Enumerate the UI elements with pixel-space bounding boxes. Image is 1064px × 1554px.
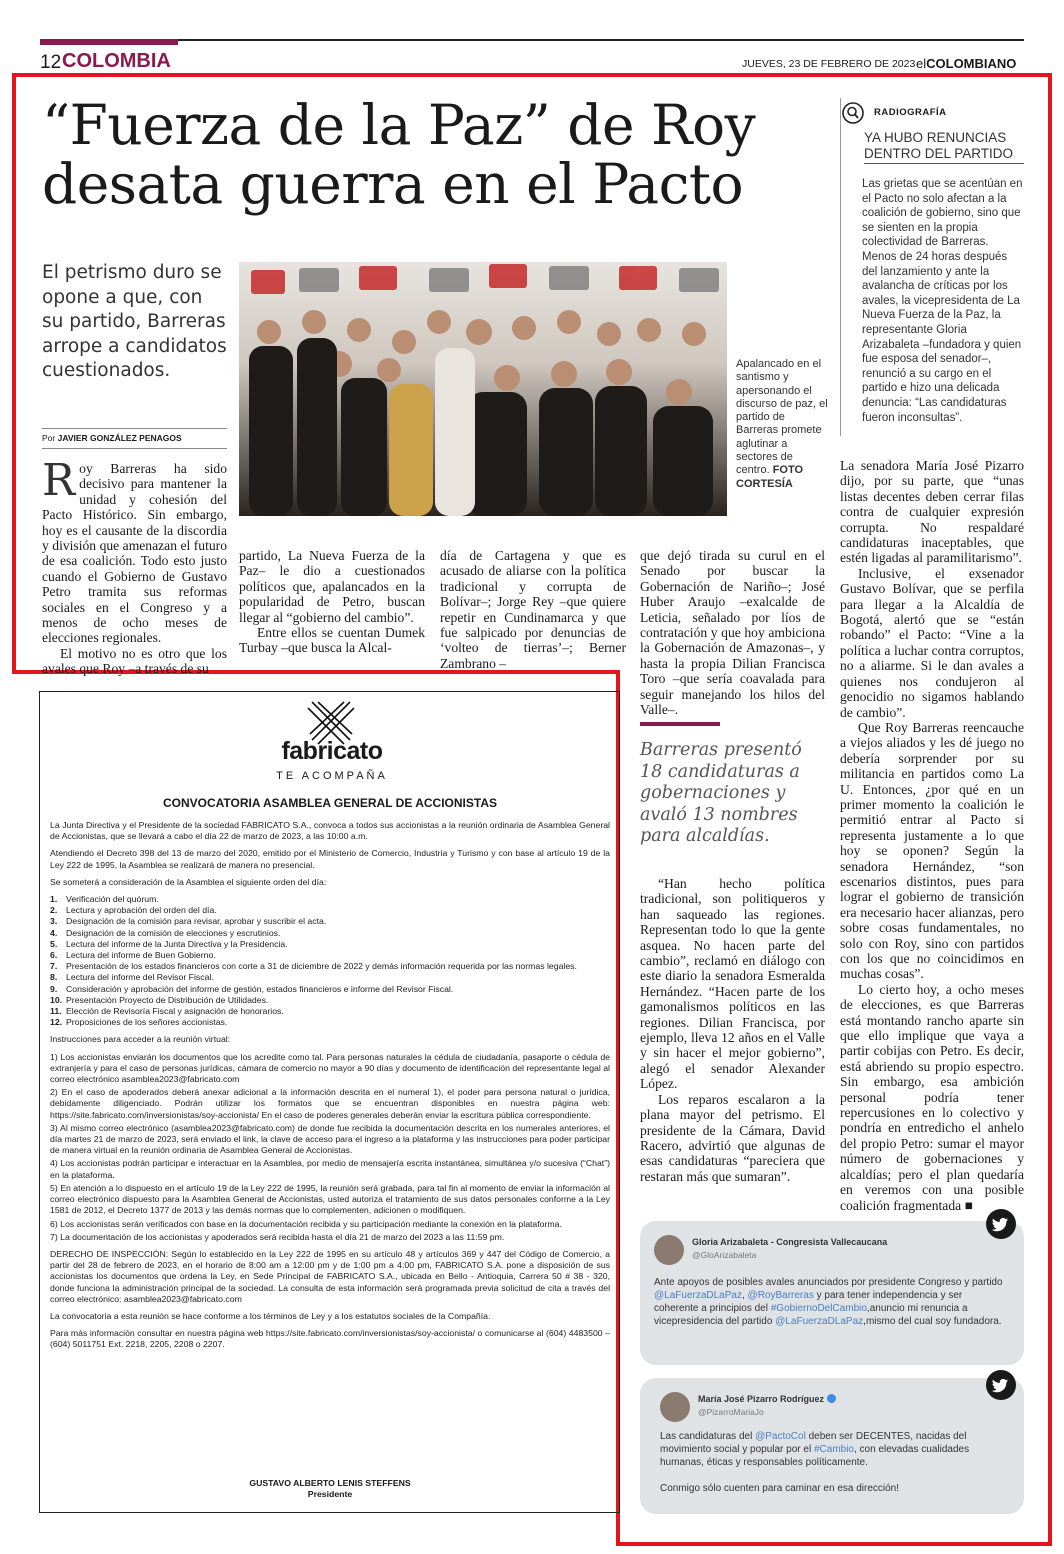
agenda-item-number: 11.	[50, 1006, 62, 1017]
headline-line-2: desata guerra en el Pacto	[42, 152, 744, 216]
instruction-item: 1) Los accionistas enviarán los documentos que los acredite como tal. Para personas naturales la cédula de ciudadanía, pasaporte o cédula de extranjería y para el caso de personas jurídicas, cámara de comercio no mayor a 90 días y documento de identificación del representante legal al correo electrónico asamblea2023@fabricato.com	[50, 1051, 610, 1085]
ad-instructions	[50, 1052, 610, 1243]
byline-prefix: Por	[42, 433, 56, 443]
agenda-item-text: Proposiciones de los señores accionistas.	[66, 1017, 228, 1028]
pull-quote: Barreras presentó 18 candidaturas a gobernaciones y avaló 13 nombres para alcaldías.	[640, 740, 802, 846]
signer-title: Presidente	[307, 1489, 353, 1499]
tweet-author	[698, 1394, 836, 1404]
twitter-bird-glyph	[986, 1370, 1016, 1400]
article-paragraph: Que Roy Barreras reencauche a viejos aliados y les dé juego no debería sorprender por su militancia en partidos como La U. Entonces, ¿por qué en un primer momento la coalición le permitió entrar al Pacto si representa justamente a lo que hoy se oponen? Según la senadora Hernández, “son escenarios distintos, pues para lograr el gobierno de transición era necesario hacer alianzas, pero sobre cosas fundamentales, no solo con Roy, sino con partidos con los que no coincidimos en muchas cosas”.	[840, 719, 1024, 982]
ad-inspection: DERECHO DE INSPECCIÓN: Según lo establecido en la Ley 222 de 1995 en su artículo 48 y artículos 369 y 447 del Código de Comercio, a partir del 28 de febrero de 2023, en el horario de 8:00 am a 12:00 pm y de 1:00 pm a 4:00 pm, FABRICATO S.A. pone a disposición de sus accionistas los documentos que ordena la Ley, en Sede Principal de FABRICATO S.A., ubicada en Bello - Antioquia, Carrera 50 # 38 - 320, donde funciona la administración principal de la sociedad. La consulta de esta información será programada previa solicitud de cita a través del correo electrónico: asamblea2023@fabricato.com	[50, 1248, 610, 1304]
agenda-item-text: Lectura y aprobación del orden del día.	[66, 905, 217, 916]
sidebar-rule	[840, 98, 841, 436]
byline-rule-bottom	[42, 448, 227, 449]
agenda-item-number: 7.	[50, 961, 58, 972]
ad-brand: fabricato	[281, 737, 383, 765]
masthead-logo	[916, 56, 1016, 71]
photo-credit: FOTO CORTESÍA	[736, 464, 804, 490]
instruction-item: 6) Los accionistas serán verificados con base en la documentación recibida y su participación mediante la conexión en la plataforma.	[50, 1218, 562, 1229]
agenda-item	[50, 928, 610, 939]
ad-signature	[50, 1478, 610, 1500]
paragraph-text: Lo cierto hoy, a ocho meses de elecciones, es que Barreras está montando rancho aparte sin que ello implique que vaya a partir cobijas con Petro. Es decir, está abriendo su propio espectro. Sin embargo, esa ambición personal podría tener repercusiones en lo colectivo y pondría en entredicho el anhelo del propio Petro: sumar el mayor número de gobernaciones y alcaldías; pero el plan quedaría en veremos con una posible coalición fragmentada	[840, 981, 1024, 1213]
headline	[42, 93, 822, 216]
article-photo	[239, 262, 727, 516]
ad-agenda-list	[50, 894, 610, 1028]
article-paragraph	[42, 455, 227, 646]
signer-name: GUSTAVO ALBERTO LENIS STEFFENS	[249, 1478, 411, 1488]
article-column-5	[840, 458, 1024, 1213]
article-paragraph: día de Cartagena y que es acusado de aliarse con la política tradicional y corrupta de Bolívar–; Jorge Rey –que quiere repetir en Cundinamarca y que fue salpicado por denuncias de ‘volteo de tierras’–; Berner Zambrano –	[440, 548, 626, 671]
article-paragraph: que dejó tirada su curul en el Senado por buscar la Gobernación de Nariño–; José Huber Araujo –exalcalde de Leticia, señalado por líos de contratación y que hoy ambiciona la Gobernación de Amazonas–, y hasta la propia Dilian Francisca Toro –que sería coavalada para seguir manejando los hilos del Valle–.	[640, 548, 825, 718]
section-name: COLOMBIA	[62, 50, 171, 72]
article-paragraph: Los reparos escalaron a la plana mayor del petrismo. El presidente de la Cámara, David Racero, advirtió que algunas de esas candidaturas “pareciera que restaran más que sumaran”.	[640, 1091, 825, 1184]
article-paragraph: Inclusive, el exsenador Gustavo Bolívar, que se perfila para llegar a la Alcaldía de Bogotá, alertó que se “están robando” el Pacto: “Vine a la política a luchar contra corruptos, no a aliarme. Si le dan avales a quienes nos condujeron al genocidio no sigamos hablando de cambio”.	[840, 565, 1024, 720]
article-paragraph	[840, 982, 1024, 1213]
verified-badge-icon	[827, 1394, 836, 1403]
avatar	[660, 1392, 690, 1422]
tweet-handle: @GloArizabaleta	[692, 1250, 757, 1260]
ad-body	[50, 820, 610, 1357]
agenda-item-number: 3.	[50, 916, 58, 927]
tweet-text: Las candidaturas del @PactoCol deben ser DECENTES, nacidas del movimiento social y popular por el #Cambio, con elevadas cualidades humanas, éticas y responsables políticamente.	[660, 1431, 970, 1468]
tweet-handle: @PizarroMariaJo	[698, 1407, 764, 1417]
article-column-3	[440, 548, 626, 671]
sidebar-body: Las grietas que se acentúan en el Pacto no solo afectan a la coalición de gobierno, sino que se sienten en la propia colectividad de Barreras. Menos de 24 horas después del lanzamiento y ante la avalancha de críticas por los avales, la vicepresidenta de La Nueva Fuerza de la Paz, la representante Gloria Arizabaleta –fundadora y quien fue esposa del senador–, renunció a su cargo en el partido e hizo una delicada denuncia: “Las candidaturas fueron inconsultas”.	[862, 178, 1023, 424]
agenda-item	[50, 939, 610, 950]
ad-instructions-intro: Instrucciones para acceder a la reunión virtual:	[50, 1034, 231, 1045]
agenda-item-number: 5.	[50, 938, 58, 949]
section-accent-bar	[40, 39, 178, 45]
article-paragraph: La senadora María José Pizarro dijo, por su parte, que “unas listas decentes deben cerrar filas contra de cualquier expresión corrupta. No respaldaré candidaturas inaceptables, que estén ligadas al paramilitarismo”.	[840, 458, 1024, 566]
agenda-item-number: 10.	[50, 994, 63, 1005]
agenda-item-text: Designación de la comisión de elecciones y escrutinios.	[66, 927, 281, 938]
agenda-item-text: Presentación Proyecto de Distribución de Utilidades.	[66, 994, 269, 1005]
article-paragraph: partido, La Nueva Fuerza de la Paz– le dio a cuestionados políticos que, apalancados en la popularidad de Petro, buscan llegar al “gobierno del cambio”.	[239, 548, 425, 625]
agenda-item	[50, 905, 610, 916]
agenda-item	[50, 1006, 610, 1017]
twitter-icon	[986, 1209, 1016, 1239]
magnifier-icon	[842, 102, 864, 124]
agenda-item-text: Verificación del quórum.	[66, 894, 159, 905]
agenda-item	[50, 950, 610, 961]
masthead-prefix: el	[916, 56, 927, 71]
article-column-2	[239, 548, 425, 660]
article-paragraph: “Han hecho política tradicional, son politiqueros y han saqueado las regiones. Representan todo lo que la gente asquea. No hacen parte del cambio”, reclamó en diálogo con este diario la senadora Esmeralda Hernández. “Hacen parte de los gamonalismos políticos en las regiones. Dilian Francisca, por ejemplo, lleva 12 años en el Valle y sin hacer el mejor gobierno”, alegó el senador Alexander López.	[640, 876, 825, 1092]
sidebar-label: RADIOGRAFÍA	[874, 107, 947, 118]
article-column-1	[42, 455, 227, 677]
article-paragraph: El motivo no es otro que los avales que Roy –a través de su	[42, 645, 227, 677]
agenda-item-text: Presentación de los estados financieros con corte a 31 de diciembre de 2022 y demás información requerida por las normas legales.	[66, 961, 577, 972]
tweet-text-2: Conmigo sólo cuenten para caminar en esa dirección!	[660, 1483, 900, 1494]
photo-caption	[736, 358, 828, 491]
byline	[42, 433, 182, 443]
drop-cap: R	[42, 455, 76, 506]
ad-decree: Atendiendo el Decreto 398 del 13 de marzo del 2020, emitido por el Ministerio de Comercio, Industria y Turismo y con base al artículo 19 de la Ley 222 de 1995, la Asamblea se realizará de manera no presencial.	[50, 848, 610, 870]
agenda-item-number: 6.	[50, 950, 58, 961]
top-rule	[40, 39, 1024, 41]
agenda-item	[50, 995, 610, 1006]
agenda-item-text: Designación de la comisión para revisar, aprobar y suscribir el acta.	[66, 916, 327, 927]
tweet-author: Gloria Arizabaleta - Congresista Vallecaucana	[692, 1237, 888, 1247]
end-mark-icon: ■	[964, 1197, 973, 1213]
ad-tagline: TE ACOMPAÑA	[276, 770, 388, 782]
headline-line-1: “Fuerza de la Paz” de Roy	[42, 93, 756, 157]
ad-law: La convocatoria a esta reunión se hace conforme a los términos de Ley y a los estatutos sociales de la Compañía.	[50, 1310, 491, 1321]
agenda-item-number: 2.	[50, 905, 58, 916]
article-paragraph: Entre ellos se cuentan Dumek Turbay –que busca la Alcal-	[239, 625, 425, 656]
agenda-item	[50, 916, 610, 927]
masthead-name: COLOMBIANO	[926, 56, 1017, 71]
issue-date: JUEVES, 23 DE FEBRERO DE 2023	[742, 58, 916, 70]
agenda-item	[50, 961, 610, 972]
twitter-icon	[986, 1370, 1016, 1400]
agenda-item-number: 8.	[50, 972, 58, 983]
sidebar-title: YA HUBO RENUNCIAS DENTRO DEL PARTIDO	[864, 130, 1014, 161]
agenda-item-number: 12.	[50, 1017, 63, 1028]
instruction-item: 2) En el caso de apoderados deberá anexar adicional a la información descrita en el numeral 1), el poder para persona natural o jurídica, debidamente diligenciado. Podrán utilizar los formatos que se encuentran disponibles en nuestra página web: https://site.fabricato.com/inversionistas/soy-accionista/ En el caso de poderes generales deberán enviar la escritura pública correspondiente.	[50, 1087, 610, 1120]
photo-caption-text: Apalancado en el santismo y apersonando el discurso de paz, el partido de Barreras promete aglutinar a sectores de centro.	[736, 358, 828, 477]
avatar	[654, 1235, 684, 1265]
agenda-item-text: Consideración y aprobación del informe de gestión, estados financieros e informe del Revisor Fiscal.	[66, 983, 454, 994]
deck-subtitle: El petrismo duro se opone a que, con su partido, Barreras arrope a candidatos cuestionados.	[42, 262, 227, 381]
instruction-item: 5) En atención a lo dispuesto en el artículo 19 de la Ley 222 de 1995, la reunión será grabada, para tal fin al momento de enviar la información al correo electrónico dispuesto para la Asamblea General de Accionistas, usted autoriza el tratamiento de sus datos personales conforme a la Ley 1581 de 2012, el Decreto 1377 de 2013 y las demás normas que lo complementen, adicionen o modifiquen.	[50, 1182, 610, 1216]
agenda-item-text: Lectura del informe de Buen Gobierno.	[66, 950, 216, 961]
tweet-card-1	[640, 1221, 1024, 1365]
article-column-4-top	[640, 548, 825, 718]
twitter-bird-glyph	[986, 1209, 1016, 1239]
ad-title: CONVOCATORIA ASAMBLEA GENERAL DE ACCIONISTAS	[162, 796, 497, 810]
agenda-item	[50, 894, 610, 905]
byline-author: JAVIER GONZÁLEZ PENAGOS	[57, 433, 182, 443]
agenda-item	[50, 1017, 610, 1028]
crowd-photo-illustration	[239, 262, 727, 516]
page-number: 12	[40, 52, 62, 73]
agenda-item	[50, 984, 610, 995]
agenda-item-number: 9.	[50, 983, 58, 994]
agenda-item-text: Lectura del informe del Revisor Fiscal.	[66, 972, 214, 983]
tweet-text: Ante apoyos de posibles avales anunciados por presidente Congreso y partido @LaFuerzaDLaPaz, @RoyBarreras y para tener independencia y ser coherente a principios del #GobiernoDelCambio,anuncio mi renuncia a vicepresidencia del partido @LaFuerzaDLaPaz,mismo del cual soy fundadora.	[654, 1277, 1003, 1327]
agenda-item-text: Elección de Revisoría Fiscal y asignación de honorarios.	[66, 1006, 284, 1017]
sidebar-title-rule	[864, 163, 1024, 164]
agenda-item-number: 1.	[50, 894, 58, 905]
ad-agenda-intro: Se someterá a consideración de la Asamblea el siguiente orden del día:	[50, 876, 327, 887]
instruction-item: 7) La documentación de los accionistas y apoderados será recibida hasta el día 21 de marzo del 2023 a las 11:59 pm.	[50, 1231, 505, 1242]
instruction-item: 4) Los accionistas podrán participar e interactuar en la Asamblea, por medio de mensajería escrita instantánea, simultánea y/o sucesiva (“Chat”) en la plataforma.	[50, 1158, 610, 1180]
tweet-card-2	[640, 1378, 1024, 1514]
article-column-4-bottom	[640, 876, 825, 1184]
agenda-item	[50, 972, 610, 983]
ad-more-info: Para más información consultar en nuestra página web https://site.fabricato.com/inversionistas/soy-accionista/ o comunicarse al (604) 4483500 – (604) 5011751 Ext. 2218, 2205, 2208 o 2207.	[50, 1328, 610, 1350]
agenda-item-number: 4.	[50, 927, 58, 938]
pullquote-rule	[640, 722, 720, 726]
agenda-item-text: Lectura del informe de la Junta Directiva y la Presidencia.	[66, 938, 288, 949]
byline-rule	[42, 428, 227, 429]
paragraph-text: oy Barreras ha sido decisivo para mantener la unidad y cohesión del Pacto Histórico. Sin embargo, hoy es el causante de la discordia y división que amenazan el futuro de esa coalición. Todo esto justo cuando el Gobierno de Gustavo Petro tramita sus reformas sociales en el Congreso y a menos de ocho meses de elecciones regionales.	[42, 461, 227, 646]
ad-intro: La Junta Directiva y el Presidente de la sociedad FABRICATO S.A., convoca a todos sus accionistas a la reunión ordinaria de Asamblea General de Accionistas, que se llevará a cabo el día 22 de marzo de 2023, a las 10:00 a.m.	[50, 820, 610, 842]
instruction-item: 3) Al mismo correo electrónico (asamblea2023@fabricato.com) de donde fue recibida la documentación descrita en los numerales anteriores, el día martes 21 de marzo de 2023, será enviado el link, la clave de acceso para el ingreso a la plataforma y las instrucciones para poder participar de manera virtual en la reunión ordinaria de Asamblea General de Accionistas.	[50, 1122, 610, 1156]
tweet-author-name: María José Pizarro Rodríguez	[698, 1394, 825, 1404]
